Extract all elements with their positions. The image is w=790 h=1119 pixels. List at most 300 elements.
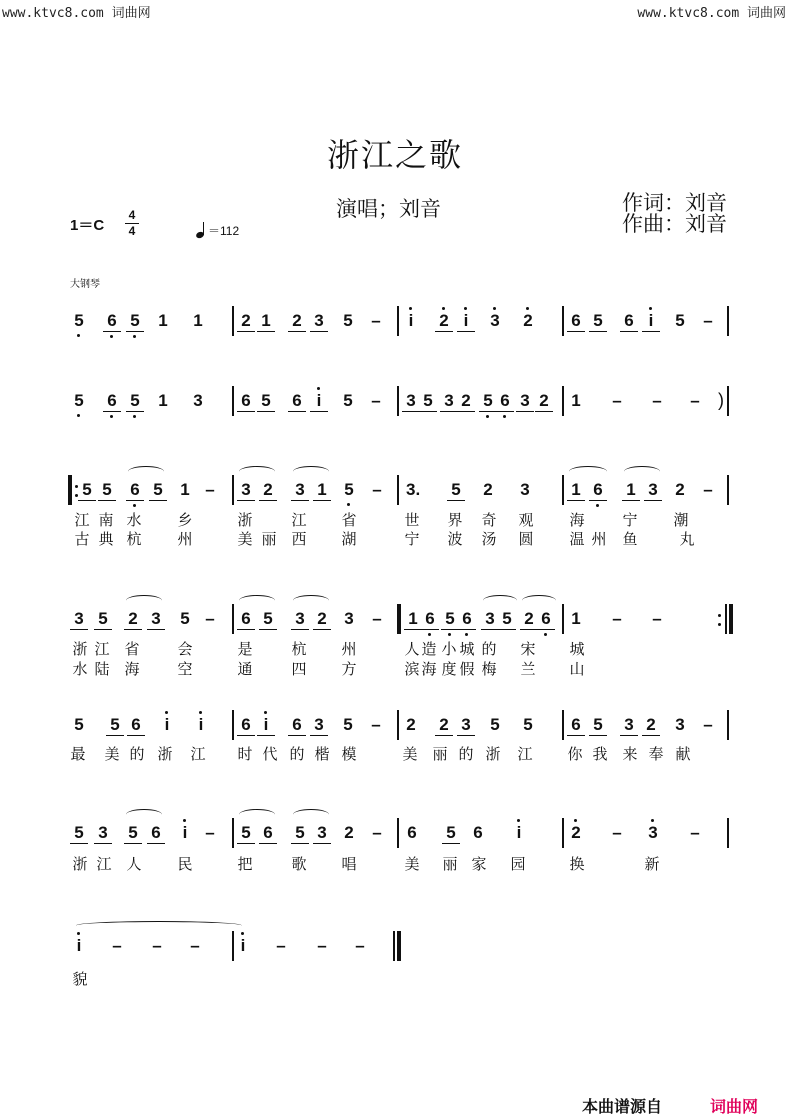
note: 1 — [571, 391, 581, 410]
lyric: 方 — [341, 660, 357, 678]
note: 5 — [481, 390, 495, 412]
lyric: 我 — [592, 745, 608, 763]
note: 1 — [193, 311, 203, 330]
barline — [562, 818, 564, 848]
lyric: 模 — [341, 745, 357, 763]
barline — [562, 710, 564, 740]
barline — [232, 604, 234, 634]
barline — [232, 818, 234, 848]
lyric: 城 — [459, 640, 475, 658]
slur — [239, 466, 275, 477]
note: 3 — [675, 715, 685, 734]
note: 5 — [180, 609, 190, 628]
note: 2 — [537, 390, 551, 412]
lyric: 造 — [421, 640, 437, 658]
lyric: 美 — [237, 530, 253, 548]
lyric: 歌 — [291, 855, 307, 873]
meter-top: 4 — [128, 208, 136, 222]
lyrics-row-4-verse-1 — [0, 640, 790, 658]
lyric: 州 — [591, 530, 607, 548]
source-footer — [582, 1094, 758, 1117]
barline — [727, 818, 729, 848]
note: 6 — [591, 479, 605, 501]
barline — [397, 604, 401, 634]
slur — [569, 466, 607, 477]
lyric: 水 — [126, 511, 142, 529]
note: 3 — [149, 608, 163, 630]
note: 3 — [646, 479, 660, 501]
barline — [727, 475, 729, 505]
note: 2 — [459, 390, 473, 412]
note: 5 — [108, 714, 122, 736]
dash: – — [612, 823, 622, 842]
note: 5 — [444, 822, 458, 844]
lyric: 美 — [402, 745, 418, 763]
note: 2 — [406, 715, 416, 734]
note: 3 — [646, 822, 660, 844]
note: 1 — [571, 609, 581, 628]
lyric: 假 — [459, 660, 475, 678]
time-signature — [125, 209, 139, 238]
quarter-note-icon — [196, 222, 206, 238]
lyric: 滨 — [404, 660, 420, 678]
watermark-right: www.ktvc8.com 词曲网 — [637, 6, 786, 21]
note: 1 — [315, 479, 329, 501]
note: 6 — [460, 608, 474, 630]
lyric: 江 — [74, 511, 90, 529]
note: 5 — [100, 479, 114, 501]
slur — [126, 595, 162, 606]
note: 5 — [261, 608, 275, 630]
slur — [293, 595, 329, 606]
lyric: 代 — [262, 745, 278, 763]
dash: – — [652, 609, 662, 628]
lyric: 貌 — [72, 970, 88, 988]
note: 6 — [569, 714, 583, 736]
note: i — [194, 714, 208, 736]
barline — [397, 710, 399, 740]
note: 5 — [151, 479, 165, 501]
note: 5 — [96, 608, 110, 630]
note: 6 — [569, 310, 583, 332]
lyrics-row-7 — [0, 970, 790, 988]
dash: – — [690, 391, 700, 410]
note: 2 — [126, 608, 140, 630]
lyric: 献 — [675, 745, 691, 763]
note: 5 — [449, 479, 463, 501]
lyric: 丽 — [261, 530, 277, 548]
note: 5 — [74, 715, 84, 734]
barline — [562, 604, 564, 634]
note: 5 — [239, 822, 253, 844]
lyric: 度 — [441, 660, 457, 678]
note: 3 — [293, 479, 307, 501]
slur — [483, 595, 517, 606]
lyric: 宁 — [404, 530, 420, 548]
barline — [393, 931, 395, 961]
lyric: 江 — [94, 640, 110, 658]
barline — [232, 306, 234, 336]
lyric: 奉 — [648, 745, 664, 763]
note: 6 — [498, 390, 512, 412]
barline — [727, 306, 729, 336]
note: 1 — [624, 479, 638, 501]
dash: – — [317, 936, 327, 955]
dash: – — [371, 391, 381, 410]
lyric: 杭 — [291, 640, 307, 658]
lyric: 省 — [124, 640, 140, 658]
note: 6 — [239, 608, 253, 630]
note: 2 — [522, 608, 536, 630]
lyric: 浙 — [485, 745, 501, 763]
note: 2 — [315, 608, 329, 630]
note: 2 — [437, 310, 451, 332]
slur — [239, 595, 275, 606]
lyric: 城 — [569, 640, 585, 658]
lyric: 把 — [237, 855, 253, 873]
lyric: 新 — [644, 855, 660, 873]
final-barline — [397, 931, 401, 961]
lyric: 浙 — [72, 855, 88, 873]
lyric: 浙 — [157, 745, 173, 763]
note: 6 — [290, 714, 304, 736]
lyric: 换 — [569, 855, 585, 873]
slur — [624, 466, 660, 477]
lyric: 西 — [291, 530, 307, 548]
note: 5 — [259, 390, 273, 412]
lyric: 南 — [98, 511, 114, 529]
slur — [293, 466, 329, 477]
lyric: 宋 — [520, 640, 536, 658]
note: 3 — [315, 822, 329, 844]
barline — [397, 475, 399, 505]
note: 2 — [239, 310, 253, 332]
lyric: 通 — [237, 660, 253, 678]
tie — [76, 921, 242, 930]
note: 3 — [518, 390, 532, 412]
dash: – — [355, 936, 365, 955]
lyric: 奇 — [481, 511, 497, 529]
lyric: 丸 — [679, 530, 695, 548]
note: 2 — [290, 310, 304, 332]
note: 2 — [483, 480, 493, 499]
score-row-2 — [0, 390, 790, 412]
note: 1 — [158, 391, 168, 410]
dash: – — [612, 391, 622, 410]
note: 6 — [423, 608, 437, 630]
note: 2 — [569, 822, 583, 844]
note: 3 — [442, 390, 456, 412]
note: 5 — [443, 608, 457, 630]
note: 5 — [490, 715, 500, 734]
lyric: 州 — [341, 640, 357, 658]
note: 6 — [622, 310, 636, 332]
lyric: 小 — [441, 640, 457, 658]
tempo-value: ＝112 — [208, 224, 240, 238]
note: 5 — [72, 310, 86, 332]
score-row-1 — [0, 310, 790, 332]
lyricist-credit: 作词：刘音 — [622, 191, 727, 215]
note: 5 — [675, 311, 685, 330]
lyric: 你 — [567, 745, 583, 763]
note: 1 — [406, 608, 420, 630]
lyrics-row-4-verse-2 — [0, 660, 790, 678]
lyric: 丽 — [432, 745, 448, 763]
note: 5 — [343, 715, 353, 734]
note: 3 — [483, 608, 497, 630]
lyric: 州 — [177, 530, 193, 548]
lyrics-row-3-verse-2 — [0, 530, 790, 548]
note: 3 — [312, 714, 326, 736]
note: 5 — [342, 479, 356, 501]
barline — [727, 710, 729, 740]
dash: – — [372, 480, 382, 499]
note: 3 — [72, 608, 86, 630]
note: 6 — [290, 390, 304, 412]
repeat-end-barline — [729, 604, 733, 634]
note: 5 — [128, 310, 142, 332]
note: 5 — [523, 715, 533, 734]
lyric: 楷 — [314, 745, 330, 763]
note: 5 — [128, 390, 142, 412]
slur — [239, 809, 275, 820]
lyric: 陆 — [94, 660, 110, 678]
lyrics-row-3-verse-1 — [0, 511, 790, 529]
note: 3 — [96, 822, 110, 844]
note: 5 — [72, 390, 86, 412]
barline — [725, 604, 727, 634]
lyric: 会 — [177, 640, 193, 658]
note: i — [160, 714, 174, 736]
note: i — [644, 310, 658, 332]
barline — [562, 475, 564, 505]
note: i — [404, 310, 418, 332]
note: i — [512, 822, 526, 844]
instrument-label: 大钢琴 — [70, 279, 100, 290]
note: 5 — [591, 714, 605, 736]
note: 6 — [105, 310, 119, 332]
note: 5 — [421, 390, 435, 412]
barline — [232, 475, 234, 505]
barline — [397, 818, 399, 848]
lyric: 山 — [569, 660, 585, 678]
lyric: 宁 — [622, 511, 638, 529]
dash: – — [276, 936, 286, 955]
slur — [522, 595, 556, 606]
watermark-left: www.ktvc8.com 词曲网 — [2, 6, 151, 21]
lyric: 家 — [471, 855, 487, 873]
note: 3 — [488, 310, 502, 332]
lyric: 最 — [70, 745, 86, 763]
note: 6 — [261, 822, 275, 844]
lyric: 海 — [421, 660, 437, 678]
note: 6 — [539, 608, 553, 630]
barline — [562, 386, 564, 416]
lyric: 来 — [622, 745, 638, 763]
slur — [128, 466, 164, 477]
lyric: 鱼 — [622, 530, 638, 548]
dash: – — [112, 936, 122, 955]
barline — [397, 386, 399, 416]
slur — [126, 809, 162, 820]
lyric: 空 — [177, 660, 193, 678]
lyric: 美 — [104, 745, 120, 763]
score-row-3 — [0, 479, 790, 501]
barline — [562, 306, 564, 336]
lyric: 波 — [447, 530, 463, 548]
note: 2 — [437, 714, 451, 736]
tempo-marking — [196, 222, 239, 239]
lyrics-row-6 — [0, 855, 790, 873]
note: 6 — [473, 823, 483, 842]
lyric: 观 — [518, 511, 534, 529]
lyric: 海 — [124, 660, 140, 678]
lyric: 的 — [289, 745, 305, 763]
lyric: 梅 — [481, 660, 497, 678]
repeat-dots — [718, 611, 722, 632]
note: 6 — [105, 390, 119, 412]
note: i — [259, 714, 273, 736]
note: 5 — [126, 822, 140, 844]
lyric: 浙 — [72, 640, 88, 658]
singer-credit: 演唱；刘音 — [336, 197, 441, 221]
lyrics-row-5 — [0, 745, 790, 763]
repeat-paren: ) — [718, 390, 724, 410]
lyric: 美 — [404, 855, 420, 873]
note: 2 — [261, 479, 275, 501]
lyric: 古 — [74, 530, 90, 548]
note: 3 — [239, 479, 253, 501]
score-row-4 — [0, 608, 790, 630]
note: 3 — [459, 714, 473, 736]
dash: – — [703, 480, 713, 499]
lyric: 江 — [190, 745, 206, 763]
composer-credit: 作曲：刘音 — [622, 212, 727, 236]
lyric: 湖 — [341, 530, 357, 548]
note: 3 — [193, 391, 203, 410]
note: i — [178, 822, 192, 844]
lyric: 杭 — [126, 530, 142, 548]
barline — [727, 386, 729, 416]
note: 2 — [644, 714, 658, 736]
note: 5 — [293, 822, 307, 844]
lyric: 唱 — [341, 855, 357, 873]
meter-bottom: 4 — [128, 224, 136, 238]
note: i — [236, 935, 250, 957]
note: 6 — [129, 714, 143, 736]
dash: – — [372, 823, 382, 842]
note: 5 — [343, 391, 353, 410]
repeat-start-barline — [68, 475, 72, 505]
dash: – — [690, 823, 700, 842]
lyric: 江 — [517, 745, 533, 763]
note: 2 — [675, 480, 685, 499]
lyric: 园 — [510, 855, 526, 873]
dash: – — [205, 823, 215, 842]
barline — [232, 386, 234, 416]
key-signature: 1＝C — [70, 217, 105, 234]
lyric: 江 — [291, 511, 307, 529]
song-title: 浙江之歌 — [326, 136, 463, 174]
note: 1 — [259, 310, 273, 332]
lyric: 水 — [72, 660, 88, 678]
note: 6 — [149, 822, 163, 844]
lyric: 世 — [404, 511, 420, 529]
dash: – — [652, 391, 662, 410]
note: 6 — [128, 479, 142, 501]
note: 1 — [180, 480, 190, 499]
dash: – — [372, 609, 382, 628]
lyric: 乡 — [177, 511, 193, 529]
score-row-5 — [0, 714, 790, 736]
lyric: 江 — [96, 855, 112, 873]
note: i — [72, 935, 86, 957]
note: 1 — [158, 311, 168, 330]
note: 6 — [239, 390, 253, 412]
lyric: 的 — [129, 745, 145, 763]
lyric: 温 — [569, 530, 585, 548]
lyric: 民 — [177, 855, 193, 873]
note: 1 — [569, 479, 583, 501]
lyric: 时 — [237, 745, 253, 763]
note: 3 — [293, 608, 307, 630]
note: 2 — [521, 310, 535, 332]
lyric: 汤 — [481, 530, 497, 548]
lyric: 是 — [237, 640, 253, 658]
dash: – — [371, 311, 381, 330]
lyric: 省 — [341, 511, 357, 529]
slur — [293, 809, 329, 820]
lyric: 浙 — [237, 511, 253, 529]
lyric: 兰 — [520, 660, 536, 678]
note: 3 — [344, 609, 354, 628]
note: 3 — [404, 390, 418, 412]
score-row-7 — [0, 935, 790, 957]
lyric: 海 — [569, 511, 585, 529]
lyric: 人 — [404, 640, 420, 658]
lyric: 丽 — [442, 855, 458, 873]
dash: – — [612, 609, 622, 628]
note: 6 — [407, 823, 417, 842]
note: 3. — [406, 480, 421, 499]
note: 2 — [344, 823, 354, 842]
note: 5 — [80, 479, 94, 501]
dash: – — [371, 715, 381, 734]
score-row-6 — [0, 822, 790, 844]
lyric: 典 — [98, 530, 114, 548]
note: 3 — [520, 480, 530, 499]
note: 3 — [622, 714, 636, 736]
note: i — [312, 390, 326, 412]
barline — [397, 306, 399, 336]
footer-brand-link[interactable]: 词曲网 — [710, 1097, 759, 1116]
lyric: 人 — [126, 855, 142, 873]
barline — [232, 710, 234, 740]
dash: – — [703, 311, 713, 330]
note: 5 — [72, 822, 86, 844]
note: 5 — [343, 311, 353, 330]
dash: – — [205, 480, 215, 499]
note: 5 — [591, 310, 605, 332]
footer-text: 本曲谱源自 — [582, 1097, 663, 1116]
lyric: 潮 — [673, 511, 689, 529]
note: i — [459, 310, 473, 332]
dash: – — [205, 609, 215, 628]
note: 3 — [312, 310, 326, 332]
lyric: 四 — [291, 660, 307, 678]
note: 6 — [239, 714, 253, 736]
lyric: 界 — [447, 511, 463, 529]
